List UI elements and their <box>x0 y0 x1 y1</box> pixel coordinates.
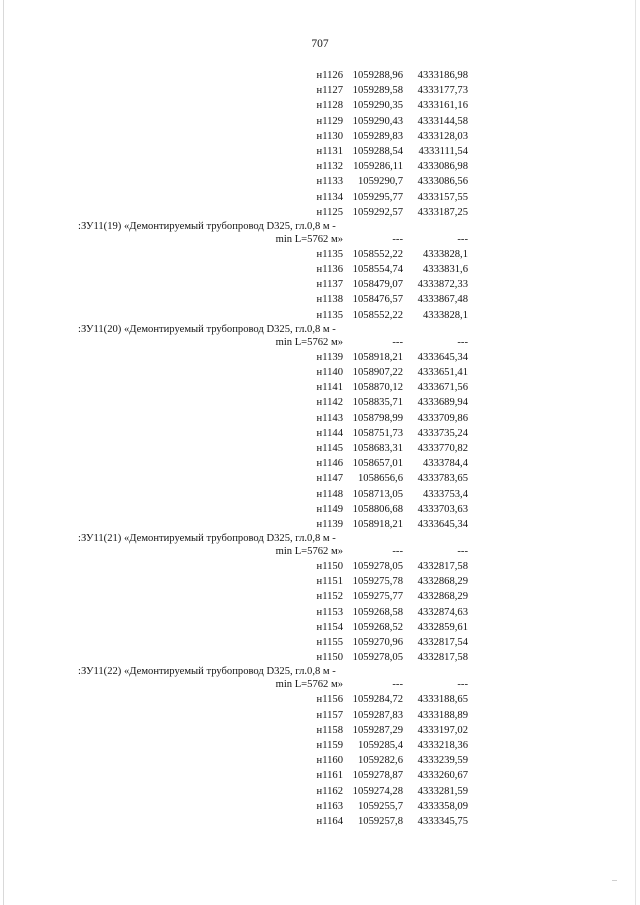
y-coordinate: 4333671,56 <box>417 382 468 394</box>
y-coordinate: 4333281,59 <box>417 785 468 797</box>
point-id: н1128 <box>316 100 343 112</box>
x-coordinate: 1058683,31 <box>352 442 403 454</box>
x-coordinate: 1059290,43 <box>352 115 403 127</box>
coordinate-row <box>0 738 640 753</box>
coordinate-row <box>0 292 640 307</box>
x-coordinate: 1059295,77 <box>352 191 403 203</box>
point-id: н1154 <box>316 621 343 633</box>
point-id: н1150 <box>316 652 343 664</box>
coordinate-row <box>0 559 640 574</box>
point-id: н1155 <box>316 637 343 648</box>
y-coordinate: 4333358,09 <box>417 800 468 812</box>
coordinate-row <box>0 350 640 365</box>
y-coordinate: 4333157,55 <box>417 191 468 203</box>
x-coordinate: 1059278,87 <box>352 770 403 782</box>
x-coordinate: 1059289,83 <box>352 130 403 142</box>
x-coordinate: 1058476,57 <box>352 294 403 306</box>
x-coordinate: 1058751,73 <box>352 427 403 439</box>
x-coordinate: 1059288,96 <box>352 70 403 81</box>
x-coordinate: 1059288,54 <box>352 145 403 157</box>
coordinate-row <box>0 365 640 380</box>
x-coordinate: 1058713,05 <box>352 488 403 500</box>
y-coordinate: 4333260,67 <box>417 770 468 782</box>
x-coordinate: 1059268,52 <box>352 621 403 633</box>
y-coordinate: 4333144,58 <box>417 115 468 127</box>
y-coordinate: 4333709,86 <box>417 412 468 424</box>
x-coordinate: 1059275,78 <box>352 576 403 588</box>
section-group <box>0 220 640 323</box>
point-id: н1146 <box>316 458 343 470</box>
y-coordinate: 4333128,03 <box>417 130 468 142</box>
section-title-continuation <box>0 233 640 247</box>
section-group <box>0 68 640 220</box>
coordinate-row <box>0 247 640 262</box>
y-coordinate: 4333872,33 <box>417 279 468 291</box>
y-coordinate: 4332817,58 <box>417 561 468 573</box>
x-coordinate: 1059255,7 <box>357 800 403 812</box>
x-coordinate: 1058806,68 <box>352 503 403 515</box>
y-coordinate: 4333188,89 <box>417 709 468 721</box>
point-id: н1159 <box>316 739 343 751</box>
coordinate-row <box>0 159 640 174</box>
x-coordinate: 1058552,22 <box>352 248 403 260</box>
point-id: н1164 <box>316 815 343 827</box>
point-id: н1130 <box>316 130 343 142</box>
y-placeholder-dash: --- <box>457 546 468 558</box>
x-coordinate: 1058918,21 <box>352 351 403 363</box>
x-coordinate: 1058907,22 <box>352 367 403 378</box>
point-id: н1160 <box>316 755 343 767</box>
y-coordinate: 4333345,75 <box>417 815 468 827</box>
y-coordinate: 4333770,82 <box>417 442 468 454</box>
point-id: н1138 <box>316 294 343 306</box>
x-coordinate: 1058552,22 <box>352 309 403 321</box>
coordinate-row <box>0 262 640 277</box>
y-coordinate: 4333177,73 <box>417 85 468 97</box>
coordinate-row <box>0 308 640 323</box>
y-coordinate: 4333753,4 <box>422 488 468 500</box>
page-number: 707 <box>311 38 329 50</box>
section-title-continuation <box>0 678 640 692</box>
x-coordinate: 1058870,12 <box>352 382 403 394</box>
point-id: н1135 <box>316 309 343 321</box>
section-group <box>0 532 640 665</box>
point-id: н1147 <box>316 473 343 485</box>
x-coordinate: 1059286,11 <box>353 161 403 173</box>
y-coordinate: 4332817,54 <box>417 637 468 648</box>
y-coordinate: 4333828,1 <box>422 248 468 260</box>
coordinate-row <box>0 574 640 589</box>
coordinate-row <box>0 753 640 768</box>
y-coordinate: 4333645,34 <box>417 518 468 530</box>
section-length-note: min L=5762 м» <box>275 336 343 348</box>
coordinate-table <box>0 68 640 829</box>
point-id: н1162 <box>316 785 343 797</box>
section-header <box>0 220 640 247</box>
point-id: н1158 <box>316 724 343 736</box>
x-coordinate: 1059290,35 <box>352 100 403 112</box>
y-coordinate: 4333703,63 <box>417 503 468 515</box>
y-placeholder-dash: --- <box>457 336 468 348</box>
coordinate-row <box>0 83 640 98</box>
y-coordinate: 4333645,34 <box>417 351 468 363</box>
point-id: н1156 <box>316 694 343 706</box>
y-coordinate: 4333086,98 <box>417 161 468 173</box>
section-title-continuation <box>0 545 640 559</box>
scan-mark <box>612 880 617 881</box>
point-id: н1143 <box>316 412 343 424</box>
y-coordinate: 4333186,98 <box>417 70 468 81</box>
x-placeholder-dash: --- <box>392 233 403 245</box>
point-id: н1145 <box>316 442 343 454</box>
section-title: :ЗУ11(22) «Демонтируемый трубопровод D325, гл.0,8 м - <box>78 666 336 678</box>
x-placeholder-dash: --- <box>392 336 403 348</box>
section-title: :ЗУ11(21) «Демонтируемый трубопровод D325, гл.0,8 м - <box>78 533 336 545</box>
coordinate-row <box>0 589 640 604</box>
coordinate-row <box>0 174 640 189</box>
y-coordinate: 4332817,58 <box>417 652 468 664</box>
y-coordinate: 4332868,29 <box>417 591 468 603</box>
y-coordinate: 4333784,4 <box>422 458 468 470</box>
section-title: :ЗУ11(20) «Демонтируемый трубопровод D325, гл.0,8 м - <box>78 323 336 335</box>
coordinate-row <box>0 814 640 829</box>
y-placeholder-dash: --- <box>457 233 468 245</box>
coordinate-row <box>0 502 640 517</box>
coordinate-row <box>0 441 640 456</box>
x-coordinate: 1059278,05 <box>352 561 403 573</box>
point-id: н1148 <box>316 488 343 500</box>
point-id: н1134 <box>316 191 343 203</box>
point-id: н1140 <box>316 367 343 378</box>
y-coordinate: 4333831,6 <box>422 264 468 276</box>
point-id: н1136 <box>316 264 343 276</box>
point-id: н1144 <box>316 427 343 439</box>
y-coordinate: 4332859,61 <box>417 621 468 633</box>
coordinate-row <box>0 784 640 799</box>
x-coordinate: 1059282,6 <box>357 755 403 767</box>
coordinate-row <box>0 114 640 129</box>
y-coordinate: 4332868,29 <box>417 576 468 588</box>
section-length-note: min L=5762 м» <box>275 679 343 691</box>
point-id: н1125 <box>316 206 343 218</box>
point-id: н1135 <box>316 248 343 260</box>
point-id: н1133 <box>316 176 343 188</box>
coordinate-row <box>0 471 640 486</box>
y-coordinate: 4333187,25 <box>417 206 468 218</box>
y-coordinate: 4333867,48 <box>417 294 468 306</box>
point-id: н1153 <box>316 606 343 618</box>
point-id: н1150 <box>316 561 343 573</box>
coordinate-row <box>0 68 640 83</box>
section-group <box>0 323 640 532</box>
x-coordinate: 1059270,96 <box>352 637 403 648</box>
y-coordinate: 4333689,94 <box>417 397 468 409</box>
point-id: н1152 <box>316 591 343 603</box>
point-id: н1131 <box>316 145 343 157</box>
coordinate-row <box>0 456 640 471</box>
x-coordinate: 1058918,21 <box>352 518 403 530</box>
coordinate-row <box>0 98 640 113</box>
point-id: н1139 <box>316 518 343 530</box>
x-coordinate: 1058798,99 <box>352 412 403 424</box>
coordinate-row <box>0 799 640 814</box>
y-coordinate: 4333161,16 <box>417 100 468 112</box>
coordinate-row <box>0 144 640 159</box>
coordinate-row <box>0 723 640 738</box>
x-coordinate: 1059257,8 <box>357 815 403 827</box>
point-id: н1151 <box>316 576 343 588</box>
coordinate-row <box>0 395 640 410</box>
coordinate-row <box>0 190 640 205</box>
point-id: н1157 <box>316 709 343 721</box>
x-coordinate: 1059268,58 <box>352 606 403 618</box>
point-id: н1132 <box>316 161 343 173</box>
section-header <box>0 665 640 692</box>
coordinate-row <box>0 426 640 441</box>
section-length-note: min L=5762 м» <box>275 233 343 245</box>
x-coordinate: 1059290,7 <box>357 176 403 188</box>
point-id: н1127 <box>316 85 343 97</box>
x-coordinate: 1059287,29 <box>352 724 403 736</box>
coordinate-row <box>0 708 640 723</box>
coordinate-row <box>0 380 640 395</box>
x-coordinate: 1059287,83 <box>352 709 403 721</box>
point-id: н1142 <box>316 397 343 409</box>
x-coordinate: 1058835,71 <box>352 397 403 409</box>
coordinate-row <box>0 650 640 665</box>
x-coordinate: 1059274,28 <box>352 785 403 797</box>
coordinate-row <box>0 205 640 220</box>
section-group <box>0 665 640 829</box>
x-coordinate: 1059284,72 <box>352 694 403 706</box>
x-coordinate: 1059285,4 <box>357 739 403 751</box>
y-coordinate: 4333086,56 <box>417 176 468 188</box>
coordinate-row <box>0 605 640 620</box>
section-header <box>0 532 640 559</box>
x-coordinate: 1059275,77 <box>352 591 403 603</box>
y-coordinate: 4333218,36 <box>417 739 468 751</box>
y-coordinate: 4333239,59 <box>417 755 468 767</box>
x-placeholder-dash: --- <box>392 546 403 558</box>
coordinate-row <box>0 487 640 502</box>
y-coordinate: 4333111,54 <box>418 145 468 157</box>
coordinate-row <box>0 411 640 426</box>
section-header <box>0 323 640 350</box>
coordinate-row <box>0 692 640 707</box>
point-id: н1137 <box>316 279 343 291</box>
x-coordinate: 1059292,57 <box>352 206 403 218</box>
x-coordinate: 1058554,74 <box>352 264 403 276</box>
y-coordinate: 4333783,65 <box>417 473 468 485</box>
section-length-note: min L=5762 м» <box>275 546 343 558</box>
point-id: н1139 <box>316 351 343 363</box>
x-placeholder-dash: --- <box>392 679 403 691</box>
y-coordinate: 4333188,65 <box>417 694 468 706</box>
y-coordinate: 4333197,02 <box>417 724 468 736</box>
x-coordinate: 1058657,01 <box>352 458 403 470</box>
y-coordinate: 4333735,24 <box>417 427 468 439</box>
x-coordinate: 1058656,6 <box>357 473 403 485</box>
coordinate-row <box>0 277 640 292</box>
section-title: :ЗУ11(19) «Демонтируемый трубопровод D325, гл.0,8 м - <box>78 220 336 232</box>
y-coordinate: 4333651,41 <box>417 367 468 378</box>
point-id: н1129 <box>316 115 343 127</box>
point-id: н1141 <box>316 382 343 394</box>
point-id: н1149 <box>316 503 343 515</box>
point-id: н1161 <box>316 770 343 782</box>
coordinate-row <box>0 129 640 144</box>
coordinate-row <box>0 768 640 783</box>
point-id: н1126 <box>316 70 343 81</box>
coordinate-row <box>0 635 640 650</box>
section-title-continuation <box>0 336 640 350</box>
x-coordinate: 1059278,05 <box>352 652 403 664</box>
x-coordinate: 1059289,58 <box>352 85 403 97</box>
y-placeholder-dash: --- <box>457 679 468 691</box>
coordinate-row <box>0 620 640 635</box>
point-id: н1163 <box>316 800 343 812</box>
coordinate-row <box>0 517 640 532</box>
y-coordinate: 4332874,63 <box>417 606 468 618</box>
y-coordinate: 4333828,1 <box>422 309 468 321</box>
x-coordinate: 1058479,07 <box>352 279 403 291</box>
